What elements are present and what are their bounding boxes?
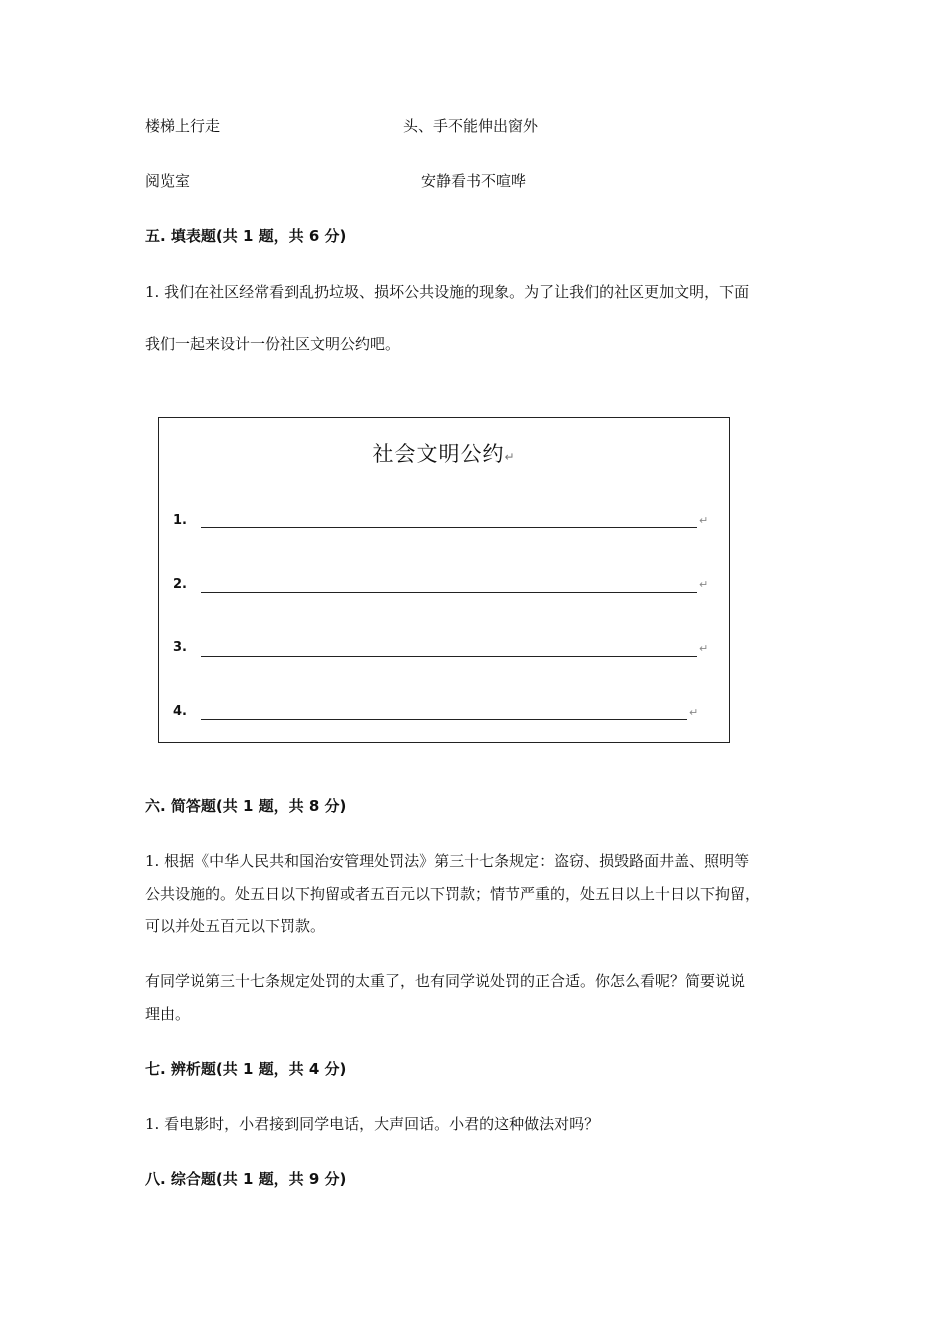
match-left-stairs: 楼梯上行走 (145, 117, 221, 135)
paragraph-mark-icon: ↵ (699, 514, 709, 527)
pledge-blank-line-2 (201, 592, 697, 593)
match-right-quiet: 安静看书不喧哗 (421, 172, 527, 190)
pledge-title (159, 438, 729, 468)
section8-heading: 八. 综合题(共 1 题，共 9 分) (145, 1170, 347, 1188)
match-right-window: 头、手不能伸出窗外 (403, 117, 539, 135)
pledge-item-number-1: 1. (173, 513, 187, 528)
paragraph-mark-icon: ↵ (689, 706, 699, 719)
paragraph-mark-icon: ↵ (504, 450, 516, 464)
section5-question-line1: 1. 我们在社区经常看到乱扔垃圾、损坏公共设施的现象。为了让我们的社区更加文明，下面 (145, 283, 750, 301)
match-left-reading-room: 阅览室 (145, 172, 191, 190)
pledge-blank-line-1 (201, 527, 697, 528)
pledge-blank-line-4 (201, 719, 687, 720)
pledge-item-number-3: 3. (173, 640, 187, 655)
section6-paragraph1-line1: 1. 根据《中华人民共和国治安管理处罚法》第三十七条规定：盗窃、损毁路面井盖、照明等 (145, 852, 750, 870)
section5-question-line2: 我们一起来设计一份社区文明公约吧。 (145, 335, 401, 353)
pledge-blank-line-3 (201, 656, 697, 657)
pledge-title-text: 社会文明公约 (372, 442, 505, 466)
section6-heading: 六. 简答题(共 1 题，共 8 分) (145, 797, 347, 815)
section7-heading: 七. 辨析题(共 1 题，共 4 分) (145, 1060, 347, 1078)
paragraph-mark-icon: ↵ (699, 642, 709, 655)
civility-pledge-form (158, 417, 730, 743)
section7-question: 1. 看电影时，小君接到同学电话，大声回话。小君的这种做法对吗？ (145, 1115, 600, 1133)
section6-paragraph1-line2: 公共设施的。处五日以下拘留或者五百元以下罚款；情节严重的，处五日以上十日以下拘留， (145, 885, 761, 903)
section6-paragraph1-line3: 可以并处五百元以下罚款。 (145, 917, 326, 935)
pledge-item-number-2: 2. (173, 577, 187, 592)
paragraph-mark-icon: ↵ (699, 578, 709, 591)
section6-paragraph2-line1: 有同学说第三十七条规定处罚的太重了，也有同学说处罚的正合适。你怎么看呢？简要说说 (145, 972, 746, 990)
section6-paragraph2-line2: 理由。 (145, 1005, 191, 1023)
pledge-item-number-4: 4. (173, 704, 187, 719)
section5-heading: 五. 填表题(共 1 题，共 6 分) (145, 227, 347, 245)
